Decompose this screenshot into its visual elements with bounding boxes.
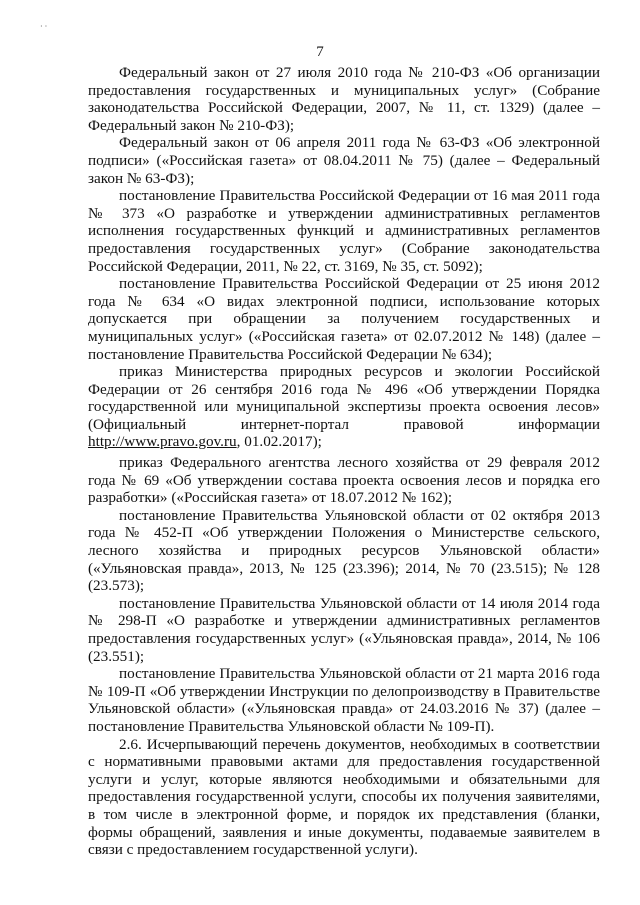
paragraph-ulyanovsk-resolution-452: постановление Правительства Ульяновской области от 02 октября 2013 года № 452-П «Об утверждении Положения о Министерстве сельского, лесного хозяйства и природных ресурсов Ульяновской области» («Ульяновская правда», 2013, № 125 (23.396); 2014, № 70 (23.515); № 128 (23.573); [88,506,600,595]
paragraph-order-496 [88,363,600,451]
paragraph-ulyanovsk-resolution-109: постановление Правительства Ульяновской области от 21 марта 2016 года № 109-П «Об утверждении Инструкции по делопроизводству в Правительстве Ульяновской области» («Ульяновская правда» от 24.03.2016 № 37) (далее – постановление Правительства Ульяновской области № 109-П). [88,665,600,735]
scan-specks: · · [40,22,48,31]
order-496-tail: , 01.02.2017); [236,433,322,451]
order-496-text: приказ Министерства природных ресурсов и экологии Российской Федерации от 26 сентября 2016 года № 496 «Об утверждении Порядка государственной или муниципальной экспертизы проекта освоения лесов» (Официальный интернет-портал правовой информации [88,363,600,433]
paragraph-ulyanovsk-resolution-298: постановление Правительства Ульяновской области от 14 июля 2014 года № 298-П «О разработке и утверждении административных регламентов предоставления государственных услуг» («Ульяновская правда», 2014, № 106 (23.551); [88,594,600,665]
paragraph-section-2-6: 2.6. Исчерпывающий перечень документов, необходимых в соответствии с нормативными правовыми актами для предоставления государственной услуги и услуг, которые являются необходимыми и обязательными для предоставления государственной услуги, способы их получения заявителями, в том числе в электронной форме, и порядок их представления (бланки, формы обращений, заявления и иные документы, подаваемые заявителем в связи с предоставлением государственной услуги). [88,735,600,859]
paragraph-federal-law-210: Федеральный закон от 27 июля 2010 года № 210-ФЗ «Об организации предоставления государственных и муниципальных услуг» (Собрание законодательства Российской Федерации, 2007, № 11, ст. 1329) (далее – Федеральный закон № 210-ФЗ); [88,64,600,134]
paragraph-federal-law-63: Федеральный закон от 06 апреля 2011 года № 63-ФЗ «Об электронной подписи» («Российская газета» от 08.04.2011 № 75) (далее – Федеральный закон № 63-ФЗ); [88,134,600,187]
paragraph-order-69: приказ Федерального агентства лесного хозяйства от 29 февраля 2012 года № 69 «Об утверждении состава проекта освоения лесов и порядка его разработки» («Российская газета» от 18.07.2012 № 162); [88,454,600,507]
paragraph-rf-resolution-634: постановление Правительства Российской Федерации от 25 июня 2012 года № 634 «О видах электронной подписи, использование которых допускается при обращении за получением государственных и муниципальных услуг» («Российская газета» от 02.07.2012 № 148) (далее – постановление Правительства Российской Федерации № 634); [88,275,600,363]
page-number: 7 [316,44,324,60]
document-body [88,64,600,859]
pravo-gov-link[interactable]: http://www.pravo.gov.ru [88,433,237,451]
paragraph-rf-resolution-373: постановление Правительства Российской Федерации от 16 мая 2011 года № 373 «О разработке и утверждении административных регламентов исполнения государственных функций и административных регламентов предоставления государственных услуг» (Собрание законодательства Российской Федерации, 2011, № 22, ст. 3169, № 35, ст. 5092); [88,187,600,275]
